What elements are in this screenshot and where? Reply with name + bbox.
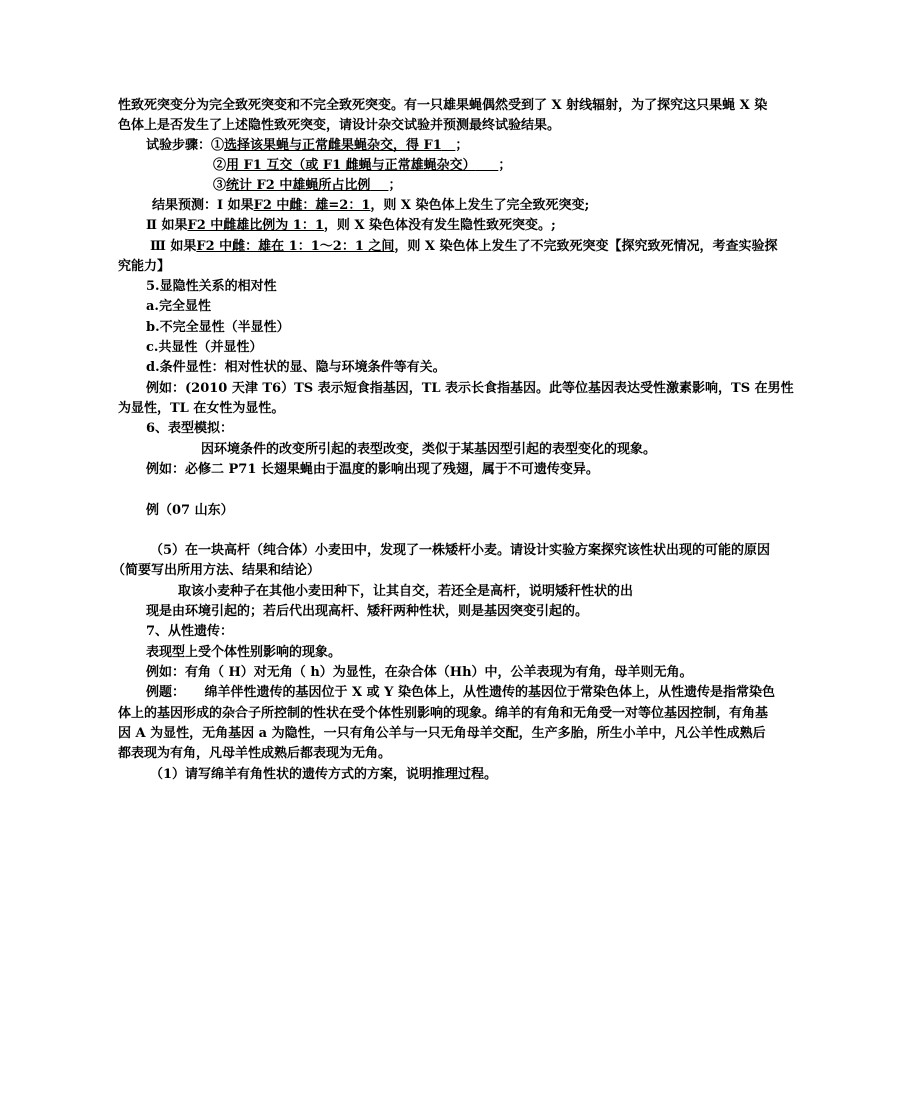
text-line: 色体上是否发生了上述隐性致死突变，请设计杂交试验并预测最终试验结果。 [118,118,561,133]
prediction-2-tail: ，则 X 染色体没有发生隐性致死突变。; [323,218,556,233]
text-line: 例如：有角（ H）对无角（ h）为显性，在杂合体（Hh）中，公羊表现为有角，母羊则无角。 [146,665,693,680]
text-line: 例题： 绵羊伴性遗传的基因位于 X 或 Y 染色体上，从性遗传的基因位于常染色体上，从性遗传是指常染色 [146,685,775,700]
step-3-marker: ③ [213,178,227,193]
list-item: a.完全显性 [146,299,211,314]
text-line: 都表现为有角，凡母羊性成熟后都表现为无角。 [118,746,392,761]
text-line: 例如：(2010 天津 T6）TS 表示短食指基因，TL 表示长食指基因。此等位基因表达受性激素影响，TS 在男性 [146,381,794,396]
step-3-answer: 统计 F2 中雄蝇所占比例 [226,178,371,193]
list-item: b.不完全显性（半显性） [146,320,290,335]
step-2-marker: ② [213,158,227,173]
punct: ； [455,138,469,153]
text-line: 现是由环境引起的；若后代出现高杆、矮秆两种性状，则是基因突变引起的。 [146,604,589,619]
prediction-3-answer: F2 中雌：雄在 1：1～2：1 之间 [196,239,395,254]
text-line: 因环境条件的改变所引起的表型改变，类似于某基因型引起的表型变化的现象。 [201,442,657,457]
experiment-steps-line-2 [213,156,903,175]
list-item: c.共显性（并显性） [146,340,263,355]
list-item: d.条件显性：相对性状的显、隐与环境条件等有关。 [146,360,446,375]
experiment-steps-line-3 [213,176,903,195]
steps-label: 试验步骤：① [146,138,225,153]
prediction-3-label: Ⅲ 如果 [150,239,197,254]
prediction-2-answer: F2 中雌雄比例为 1：1 [187,218,324,233]
punct: ； [388,178,402,193]
text-line: 因 A 为显性，无角基因 a 为隐性，一只有角公羊与一只无角母羊交配，生产多胎，所生小羊中，凡公羊性成熟后 [118,726,766,741]
section-heading-5: 5.显隐性关系的相对性 [146,279,277,294]
text-line: 表现型上受个体性别影响的现象。 [146,645,342,660]
section-heading-7: 7、从性遗传： [146,624,234,639]
prediction-2 [146,216,836,235]
text-line: 究能力】 [118,259,171,274]
prediction-3 [150,237,840,256]
prediction-label: 结果预测：Ⅰ 如果 [152,198,254,213]
example-label: 例（07 山东） [146,503,234,518]
text-line: 性致死突变分为完全致死突变和不完全致死突变。有一只雄果蝇偶然受到了 X 射线辐射，为了探究这只果蝇 X 染 [118,98,768,113]
prediction-2-label: Ⅱ 如果 [146,218,188,233]
text-line: 例如：必修二 P71 长翅果蝇由于温度的影响出现了残翅，属于不可遗传变异。 [146,462,599,477]
step-1-answer: 选择该果蝇与正常雌果蝇杂交，得 F1 [224,138,442,153]
text-line: 为显性，TL 在女性为显性。 [118,401,285,416]
text-line: 体上的基因形成的杂合子所控制的性状在受个体性别影响的现象。绵羊的有角和无角受一对等位基因控制，有角基 [118,706,769,721]
prediction-3-tail: ，则 X 染色体上发生了不完致死突变【探究致死情况，考查实验探 [394,239,778,254]
experiment-steps-line-1 [146,136,836,155]
text-line: （5）在一块高杆（纯合体）小麦田中，发现了一株矮杆小麦。请设计实验方案探究该性状出现的可能的原因 [150,543,771,558]
prediction-1 [152,196,842,215]
prediction-1-answer: F2 中雌：雄=2：1 [253,198,371,213]
text-line: 取该小麦种子在其他小麦田种下，让其自交，若还全是高杆，说明矮秆性状的出 [178,584,634,599]
section-heading-6: 6、表型模拟： [146,421,234,436]
prediction-1-tail: ，则 X 染色体上发生了完全致死突变; [370,198,590,213]
punct: ； [498,158,512,173]
text-line: （简要写出所用方法、结果和结论） [112,563,321,578]
step-2-answer: 用 F1 互交（或 F1 雌蝇与正常雄蝇杂交） [226,158,476,173]
question-1: （1）请写绵羊有角性状的遗传方式的方案，说明推理过程。 [150,767,498,782]
